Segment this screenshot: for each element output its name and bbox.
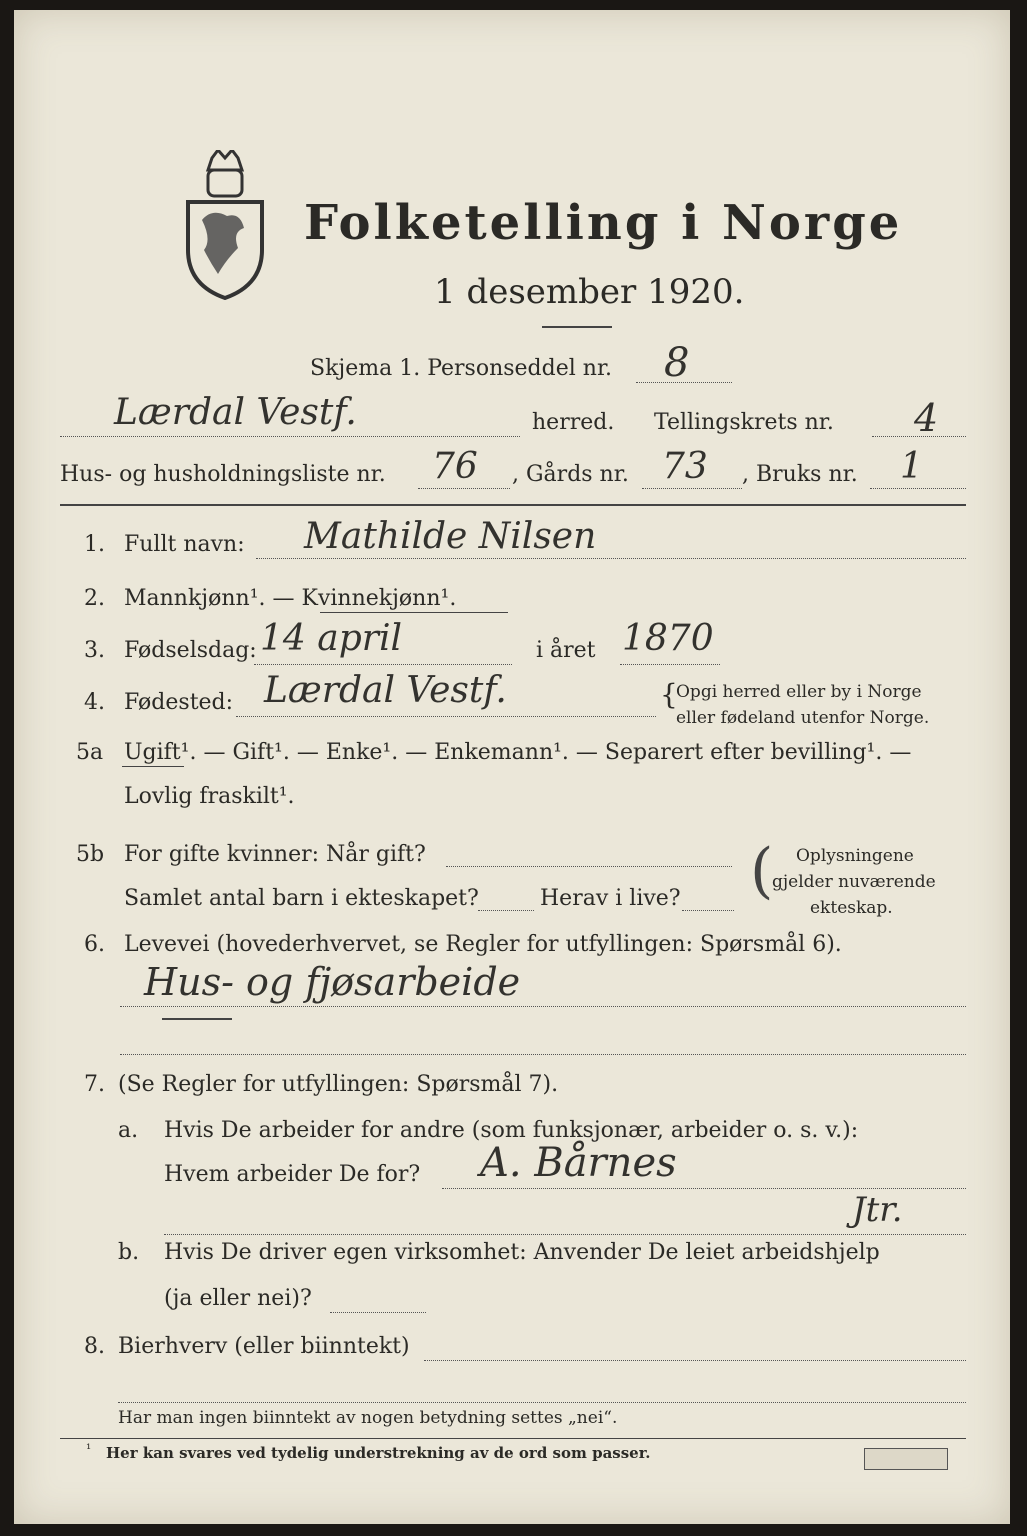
q2-number: 2. xyxy=(84,586,105,611)
printer-stamp xyxy=(864,1448,948,1470)
q5a-line2: Lovlig fraskilt¹. xyxy=(124,784,295,809)
full-name-value[interactable]: Mathilde Nilsen xyxy=(304,516,597,557)
q4-label: Fødested: xyxy=(124,690,234,715)
q3-year-line xyxy=(620,664,720,665)
q5b-note3: ekteskap. xyxy=(810,898,893,918)
q5b-children-line xyxy=(478,910,534,911)
q3-day-line xyxy=(254,664,512,665)
title-divider xyxy=(542,326,612,328)
hus-label: Hus- og husholdningsliste nr. xyxy=(60,462,386,487)
hus-nr-value[interactable]: 76 xyxy=(432,446,478,487)
employer-value-extra[interactable]: Jtr. xyxy=(852,1190,903,1230)
bruks-nr-value[interactable]: 1 xyxy=(900,446,923,487)
form-title: Folketelling i Norge xyxy=(304,195,903,251)
q7a-letter: a. xyxy=(118,1118,139,1143)
herred-line xyxy=(60,436,520,437)
bruks-line xyxy=(870,488,966,489)
herred-value[interactable]: Lærdal Vestf. xyxy=(114,392,357,433)
q2-label: Mannkjønn¹. — Kvinnekjønn¹. xyxy=(124,586,457,611)
q1-line xyxy=(256,558,966,559)
q5b-number: 5b xyxy=(76,842,105,867)
q5b-line2a: Samlet antal barn i ekteskapet? xyxy=(124,886,479,911)
form-date: 1 desember 1920. xyxy=(434,272,745,312)
tellingskrets-nr-value[interactable]: 4 xyxy=(914,396,939,440)
employer-value[interactable]: A. Bårnes xyxy=(480,1140,677,1186)
q7-number: 7. xyxy=(84,1072,105,1097)
q7b-line xyxy=(330,1312,426,1313)
q3-label: Fødselsdag: xyxy=(124,638,257,663)
q4-brace: { xyxy=(660,678,678,711)
q6-dash-mark xyxy=(162,1018,232,1020)
ugift-underline xyxy=(122,766,184,767)
footnote-text: Her kan svares ved tydelig understrekning av de ord som passer. xyxy=(106,1444,651,1462)
q3-year-label: i året xyxy=(536,638,596,663)
q6-line2 xyxy=(120,1054,966,1055)
q5b-line1: For gifte kvinner: Når gift? xyxy=(124,842,426,867)
q5b-note1: Oplysningene xyxy=(796,846,914,866)
q8-number: 8. xyxy=(84,1334,105,1359)
q4-note-line2: eller fødeland utenfor Norge. xyxy=(676,708,930,728)
q7a-line2-dotted xyxy=(164,1234,966,1235)
gaards-label: , Gårds nr. xyxy=(512,462,629,487)
hus-line xyxy=(418,488,510,489)
q6-line1 xyxy=(120,1006,966,1007)
q3-number: 3. xyxy=(84,638,105,663)
header-divider xyxy=(60,504,966,506)
q8-label: Bierhverv (eller biinntekt) xyxy=(118,1334,410,1359)
q4-number: 4. xyxy=(84,690,105,715)
q5b-note2: gjelder nuværende xyxy=(772,872,936,892)
q5a-number: 5a xyxy=(76,740,104,765)
q5b-alive-line xyxy=(682,910,734,911)
q7b-line1: Hvis De driver egen virksomhet: Anvender De leiet arbeidshjelp xyxy=(164,1240,880,1265)
q8-line1 xyxy=(424,1360,966,1361)
coat-of-arms-icon xyxy=(182,150,268,300)
bruks-label: , Bruks nr. xyxy=(742,462,858,487)
q7b-letter: b. xyxy=(118,1240,140,1265)
gaards-line xyxy=(642,488,742,489)
kvinnekjonn-underline xyxy=(320,612,508,613)
q6-label: Levevei (hovederhvervet, se Regler for utfyllingen: Spørsmål 6). xyxy=(124,932,842,957)
occupation-value[interactable]: Hus- og fjøsarbeide xyxy=(144,960,521,1004)
census-form-page xyxy=(14,10,1010,1524)
gaards-nr-value[interactable]: 73 xyxy=(662,446,708,487)
q1-number: 1. xyxy=(84,532,105,557)
q7a-line1: Hvis De arbeider for andre (som funksjonær, arbeider o. s. v.): xyxy=(164,1118,859,1143)
footer-note: Har man ingen biinntekt av nogen betydning settes „nei“. xyxy=(118,1408,618,1428)
footnote-mark: ¹ xyxy=(86,1442,92,1457)
schema-label: Skjema 1. Personseddel nr. xyxy=(310,356,613,381)
q8-line2 xyxy=(118,1402,966,1403)
q1-label: Fullt navn: xyxy=(124,532,245,557)
herred-label: herred. xyxy=(532,410,615,435)
personseddel-nr-value[interactable]: 8 xyxy=(664,340,690,386)
q7a-line xyxy=(442,1188,966,1189)
q4-note-line1: Opgi herred eller by i Norge xyxy=(676,682,922,702)
q7a-line2: Hvem arbeider De for? xyxy=(164,1162,421,1187)
birthplace-value[interactable]: Lærdal Vestf. xyxy=(264,670,507,711)
q4-line xyxy=(236,716,656,717)
birthday-value[interactable]: 14 april xyxy=(260,618,402,659)
q7b-line2: (ja eller nei)? xyxy=(164,1286,312,1311)
q5b-married-line xyxy=(446,866,732,867)
q5b-line2b: Herav i live? xyxy=(540,886,681,911)
q5a-line1: Ugift¹. — Gift¹. — Enke¹. — Enkemann¹. — Separert efter bevilling¹. — xyxy=(124,740,912,765)
q5b-brace: ( xyxy=(750,836,774,906)
birth-year-value[interactable]: 1870 xyxy=(622,618,714,659)
footer-divider xyxy=(60,1438,966,1439)
q7-label: (Se Regler for utfyllingen: Spørsmål 7). xyxy=(118,1072,559,1097)
tellingskrets-label: Tellingskrets nr. xyxy=(654,410,834,435)
q6-number: 6. xyxy=(84,932,105,957)
